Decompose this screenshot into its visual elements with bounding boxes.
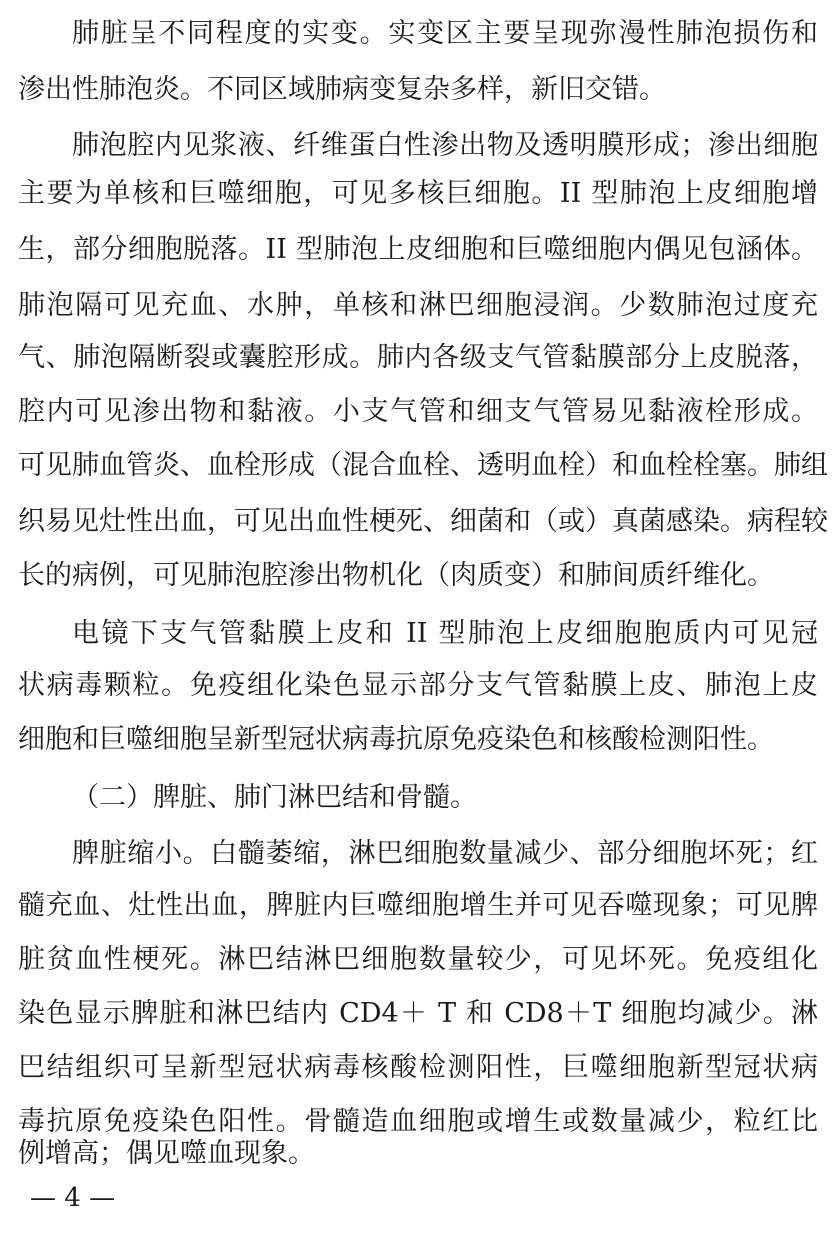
paragraph-line: 主要为单核和巨噬细胞，可见多核巨细胞。II 型肺泡上皮细胞增 xyxy=(18,178,818,209)
paragraph-line: 细胞和巨噬细胞呈新型冠状病毒抗原免疫染色和核酸检测阳性。 xyxy=(18,724,774,755)
paragraph-line: 长的病例，可见肺泡腔渗出物机化（肉质变）和肺间质纤维化。 xyxy=(18,560,774,591)
paragraph-line: 腔内可见渗出物和黏液。小支气管和细支气管易见黏液栓形成。 xyxy=(18,396,818,427)
paragraph-line: 肺泡隔可见充血、水肿，单核和淋巴细胞浸润。少数肺泡过度充 xyxy=(18,290,818,321)
paragraph-line: 渗出性肺泡炎。不同区域肺病变复杂多样，新旧交错。 xyxy=(18,74,666,105)
paragraph-line: 气、肺泡隔断裂或囊腔形成。肺内各级支气管黏膜部分上皮脱落， xyxy=(18,342,818,373)
paragraph-line: 肺脏呈不同程度的实变。实变区主要呈现弥漫性肺泡损伤和 xyxy=(72,18,818,49)
page-number: — 4 — xyxy=(30,1183,116,1213)
paragraph-line: 脾脏缩小。白髓萎缩，淋巴细胞数量减少、部分细胞坏死；红 xyxy=(72,838,818,869)
paragraph-line: 毒抗原免疫染色阳性。骨髓造血细胞或增生或数量减少，粒红比 xyxy=(18,1106,818,1137)
paragraph-line: 状病毒颗粒。免疫组化染色显示部分支气管黏膜上皮、肺泡上皮 xyxy=(18,670,818,701)
paragraph-line: 电镜下支气管黏膜上皮和 II 型肺泡上皮细胞胞质内可见冠 xyxy=(72,618,818,649)
paragraph-line: 织易见灶性出血，可见出血性梗死、细菌和（或）真菌感染。病程较 xyxy=(18,506,828,537)
paragraph-line: 例增高；偶见噬血现象。 xyxy=(18,1138,315,1169)
paragraph-line: 脏贫血性梗死。淋巴结淋巴细胞数量较少，可见坏死。免疫组化 xyxy=(18,944,818,975)
paragraph-line: 巴结组织可呈新型冠状病毒核酸检测阳性，巨噬细胞新型冠状病 xyxy=(18,1052,818,1083)
paragraph-line: 生，部分细胞脱落。II 型肺泡上皮细胞和巨噬细胞内偶见包涵体。 xyxy=(18,234,818,265)
section-heading: （二）脾脏、肺门淋巴结和骨髓。 xyxy=(72,782,477,813)
paragraph-line: 染色显示脾脏和淋巴结内 CD4＋ T 和 CD8＋T 细胞均减少。淋 xyxy=(18,998,818,1029)
paragraph-line: 髓充血、灶性出血，脾脏内巨噬细胞增生并可见吞噬现象；可见脾 xyxy=(18,890,818,921)
paragraph-line: 可见肺血管炎、血栓形成（混合血栓、透明血栓）和血栓栓塞。肺组 xyxy=(18,450,828,481)
paragraph-line: 肺泡腔内见浆液、纤维蛋白性渗出物及透明膜形成；渗出细胞 xyxy=(72,130,818,161)
